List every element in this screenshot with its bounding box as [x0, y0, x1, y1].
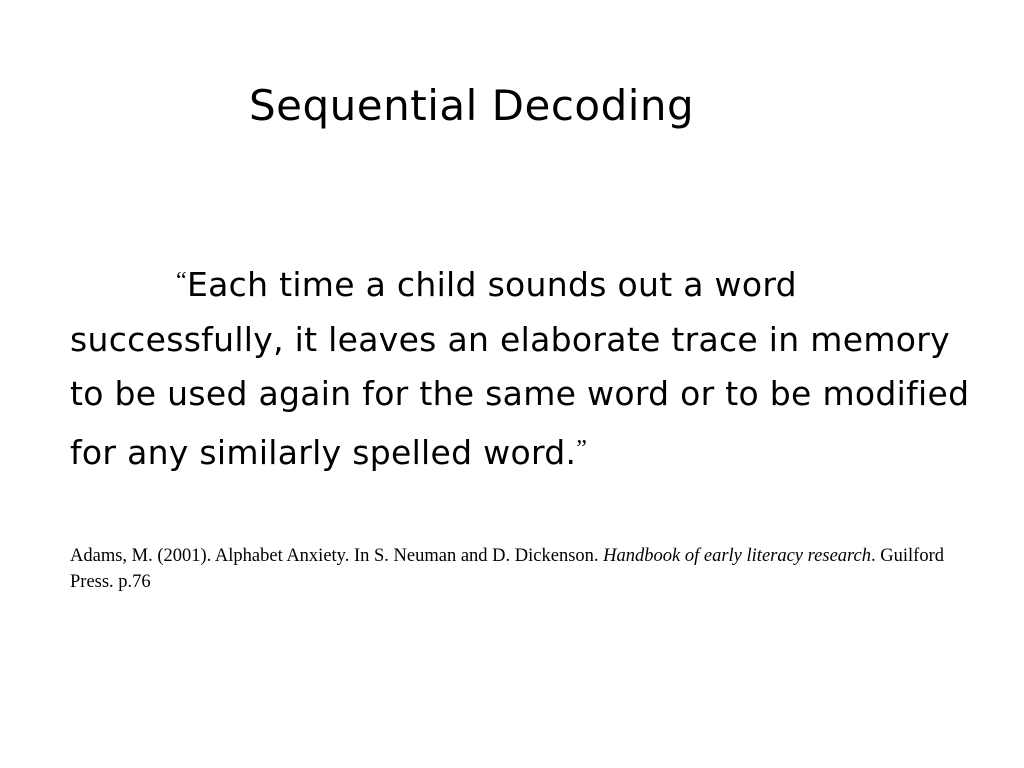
citation-authors: Adams, M. (2001). Alphabet Anxiety. In S. Neuman and D. Dickenson. — [70, 546, 604, 566]
citation-publisher: . Guilford Press. p.76 — [70, 546, 944, 592]
citation-book-title: Handbook of early literacy research — [603, 546, 872, 566]
close-quote-mark: ” — [576, 435, 588, 462]
citation — [70, 543, 950, 595]
quote-text: Each time a child sounds out a word successfully, it leaves an elaborate trace in memory to be used again for the same word or to be modified for any similarly spelled word. — [70, 265, 970, 472]
slide-title: Sequential Decoding — [249, 81, 695, 130]
quote-block — [70, 254, 970, 480]
open-quote-mark: “ — [176, 268, 187, 294]
